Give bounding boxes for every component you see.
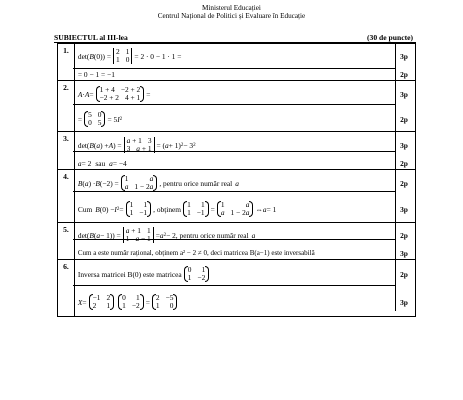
item-5 [58,223,416,260]
matrix: 1 a a 1 − 2a [121,175,158,191]
matrix: 0 1 1 −2 [118,294,144,310]
points: 2p [400,230,408,240]
text: , pentru orice număr real [175,230,249,240]
matrix: 1 a a 1 − 2a [217,201,254,217]
matrix: 1 + 4 −2 + 2 −2 + 2 4 + 1 [96,86,145,102]
item-6-divider [73,285,395,286]
text: , obținem [153,204,182,214]
item-4-line-1: B ( a ) · B (−2) = 1 a a 1 − 2a , pentru orice număr real a 2p [75,170,393,196]
result-text: = 0 − 1 = −1 [77,69,115,79]
section-title: SUBIECTUL al III-lea [54,33,128,42]
item-6 [58,260,416,317]
item-2 [58,81,416,132]
section-points: (30 de puncte) [367,33,413,42]
text: Cum a este număr rațional, obținem a² − 2 ≠ 0, deci matricea B(a−1) este inversabilă [77,249,315,257]
points: 2p [400,114,408,124]
matrix: 0 1 1 −2 [184,266,210,282]
item-number: 5. [58,223,75,260]
matrix: 5 0 0 5 [84,111,105,127]
item-3-line-1: det( B ( a ) + A ) = a + 1 3 3 a + 1 = ( a + 1) 2 − 3 2 3p [75,132,393,158]
item-1-line-1: det( B (0)) = 2 1 1 0 = 2 · 0 − 1 · 1 = 3p [75,44,393,68]
item-number: 1. [58,44,75,81]
item-1-divider [73,68,395,69]
item-6-line-2: X = −1 2 2 1 0 1 1 −2 = 2 −5 1 0 3p [75,288,393,316]
points-column-divider [395,43,396,311]
points: 3p [400,204,408,214]
determinant: a + 1 3 3 a + 1 [124,137,155,153]
item-2-divider [73,104,395,105]
points: 3p [400,140,408,150]
item-5-divider [73,239,395,240]
item-1 [58,44,416,81]
determinant: a + 1 1 1 a − 1 [123,227,154,243]
item-5-line-2 [75,247,408,259]
text: Inversa matricei B(0) este matricea [77,269,182,279]
item-number: 3. [58,132,75,170]
text: Cum [77,204,93,214]
center-title: Centrul Național de Politici și Evaluare în Educație [157,12,306,20]
item-2-line-1: A · A = 1 + 4 −2 + 2 −2 + 2 4 + 1 = 3p [75,81,393,107]
item-5-line-1: det( B ( a − 1)) = a + 1 1 1 a − 1 = a 2 − 2 , pentru orice număr real a 2p [75,223,393,247]
points: 2p [400,178,408,188]
ministry-title: Ministerul Educației [202,4,261,12]
matrix: 1 1 1 −1 [183,201,209,217]
solution-table [57,43,416,317]
points: 2p [400,159,408,168]
item-4-line-2: Cum B (0) − I 2 = 1 1 1 −1 , obținem 1 1 1 −1 = 1 a a 1 − 2a ⇔ a = 1 3p [75,196,393,222]
item-4-divider [73,191,395,192]
matrix: 1 1 1 −1 [126,201,152,217]
points: 3p [400,51,408,61]
item-number: 2. [58,81,75,132]
item-3-divider [73,151,395,152]
item-6-line-1 [75,260,408,288]
points: 2p [400,69,408,79]
points: 2p [400,269,408,279]
points: 3p [400,89,408,99]
text: , pentru orice număr real [159,178,233,188]
points: 3p [400,248,408,258]
determinant: 2 1 1 0 [113,48,132,64]
item-4 [58,170,416,223]
item-number: 6. [58,260,75,317]
matrix: −1 2 2 1 [89,294,115,310]
item-1-line-2 [75,68,408,80]
item-number: 4. [58,170,75,223]
item-2-line-2: = 5 0 0 5 = 5 I 2 2p [75,107,393,131]
matrix: 2 −5 1 0 [152,294,178,310]
item-3-line-2: a = 2 sau a = −4 2p [75,158,393,169]
points: 3p [400,297,408,307]
